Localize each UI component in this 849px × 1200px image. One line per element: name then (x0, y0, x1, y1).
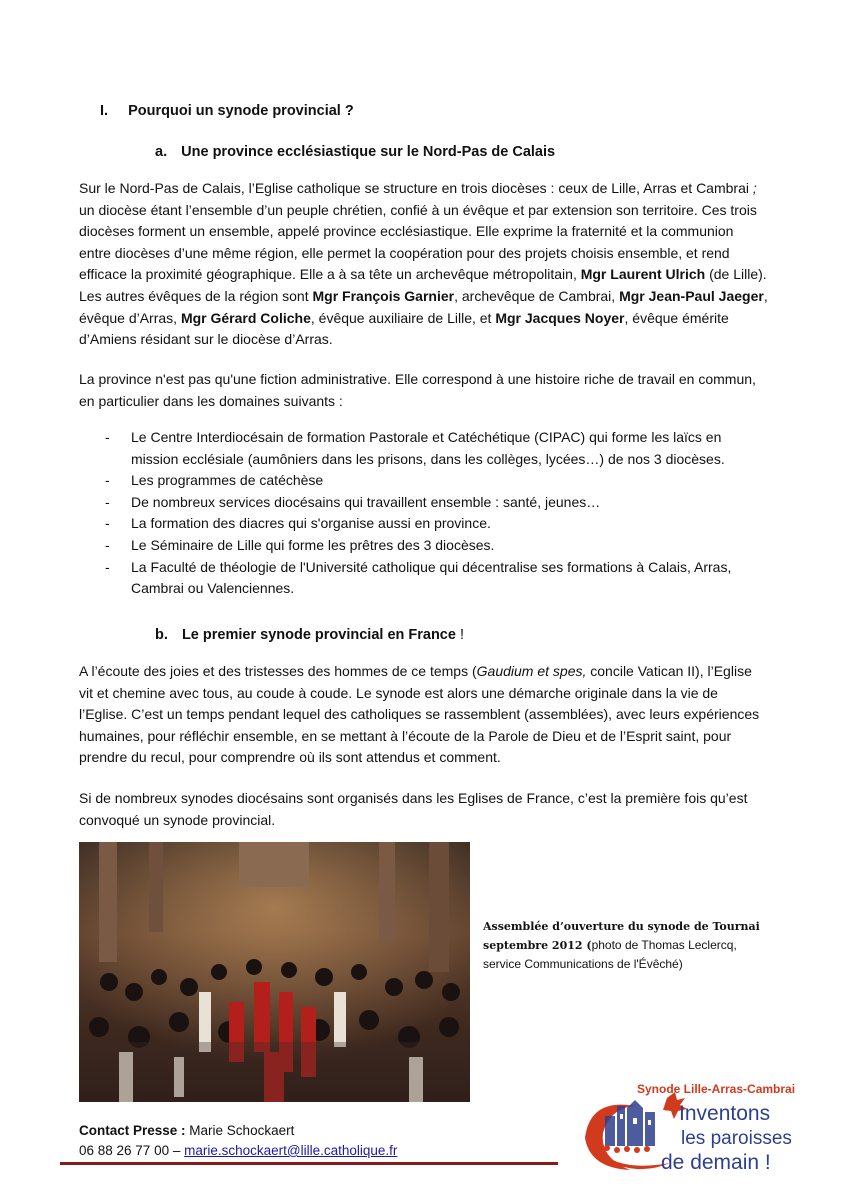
subheading-b: b. Le premier synode provincial en France ! (155, 627, 465, 643)
bishop-name: Mgr Jacques Noyer (495, 309, 625, 326)
paragraph-first-synode: Si de nombreux synodes diocésains sont organisés dans les Eglises de France, c’est la première fois qu’est convoqué un synode provincial. (79, 790, 748, 828)
caption-line: septembre 2012 ( (483, 939, 592, 952)
logo-line3: de demain ! (661, 1151, 771, 1174)
contact-email-link[interactable]: marie.schockaert@lille.catholique.fr (184, 1143, 398, 1158)
section-heading (100, 103, 354, 119)
footer-rule (60, 1162, 558, 1165)
latin-title: Gaudium et spes, (476, 663, 587, 679)
para1-text: (de Lille). Les autres évêques de la région sont (79, 266, 767, 304)
contact-phone: 06 88 26 77 00 – (79, 1143, 185, 1158)
para1-text: , archevêque de Cambrai, (454, 287, 620, 304)
para1-text: , évêque émérite d’Amiens résidant sur le diocèse d’Arras. (79, 309, 729, 348)
para1-text: , évêque auxiliaire de Lille, et (310, 309, 496, 326)
domains-list (79, 427, 769, 600)
assembly-photo (79, 842, 470, 1102)
contact-label: Contact Presse : (79, 1123, 186, 1138)
logo-top-text: Synode Lille-Arras-Cambrai (637, 1082, 796, 1096)
photo-caption (483, 917, 760, 974)
paragraph-province (79, 178, 769, 351)
paragraph-administrative: La province n'est pas qu'une fiction administrative. Elle correspond à une histoire riche de travail en commun, en particulier dans les domaines suivants : (79, 371, 756, 409)
list-item: - Les programmes de catéchèse (105, 472, 324, 489)
bishop-name: Mgr François Garnier (312, 287, 455, 304)
para1-text: un diocèse étant l’ensemble d’un peuple chrétien, confié à un évêque et par extension son territoire. Ces trois diocèses forment un ensemble, appelé province ecclésiastique. Elle exprime la fraternité et la communion entre diocèses d’une même région, elle permet la coopération pour des projets choisis ensemble, et rend efficace la proximité géographique. Elle a à sa tête un archevêque métropolitain, (79, 201, 757, 283)
contact-name: Marie Schockaert (185, 1123, 295, 1138)
synode-logo (575, 1078, 820, 1178)
list-item: - De nombreux services diocésains qui travaillent ensemble : santé, jeunes… (105, 493, 601, 510)
subheading-b-number: b. (155, 627, 168, 643)
bishop-name: Mgr Gérard Coliche (180, 309, 311, 326)
section-title: Pourquoi un synode provincial ? (128, 103, 354, 119)
bishop-name: Mgr Jean-Paul Jaeger (619, 287, 764, 304)
caption-line: service Communications de l'Évêché) (483, 957, 683, 971)
caption-line: photo de Thomas Leclercq, (591, 938, 737, 952)
list-item: - Le Séminaire de Lille qui forme les prêtres des 3 diocèses. (105, 536, 495, 553)
subheading-b-title: Le premier synode provincial en France (181, 627, 456, 643)
press-contact (79, 1121, 397, 1161)
logo-line2: les paroisses (681, 1128, 792, 1149)
logo-line1: Inventons (679, 1102, 771, 1125)
list-item: - La Faculté de théologie de l'Université catholique qui décentralise ses formations à Calais, Arras, Cambrai ou Valenciennes. (105, 558, 732, 597)
paragraph-synode: A l’écoute des joies et des tristesses des hommes de ce temps (Gaudium et spes, concile Vatican II), l’Eglise vit et chemine avec tous, au coude à coude. Le synode est alors une démarche originale dans la vie de l’Eglise. C’est un temps pendant lequel des catholiques se rassemblent (assemblées), avec leurs expériences humaines, pour réfléchir ensemble, en se mettant à l’écoute de la Parole de Dieu et de l’Esprit saint, pour prendre du recul, pour comprendre où ils sont attendus et comment. (79, 663, 760, 766)
subheading-a-title: Une province ecclésiastique sur le Nord-Pas de Calais (181, 144, 556, 160)
para1-text: , évêque d’Arras, (79, 287, 768, 326)
bishop-name: Mgr Laurent Ulrich (580, 266, 706, 283)
caption-line: Assemblée d’ouverture du synode de Tournai (483, 920, 760, 933)
subheading-a-number: a. (155, 144, 168, 160)
list-item: - La formation des diacres qui s'organise aussi en province. (105, 515, 491, 532)
list-item: - Le Centre Interdiocésain de formation Pastorale et Catéchétique (CIPAC) qui forme les laïcs en mission ecclésiale (aumôniers dans les prisons, dans les collèges, lycées…) de nos 3 diocèses. (105, 429, 725, 467)
para1-semicolon: ; (748, 180, 757, 196)
subheading-a (155, 144, 555, 160)
section-number: I. (100, 103, 109, 119)
para1-text: Sur le Nord-Pas de Calais, l’Eglise catholique se structure en trois diocèses : ceux de Lille, Arras et Cambrai (79, 180, 749, 196)
